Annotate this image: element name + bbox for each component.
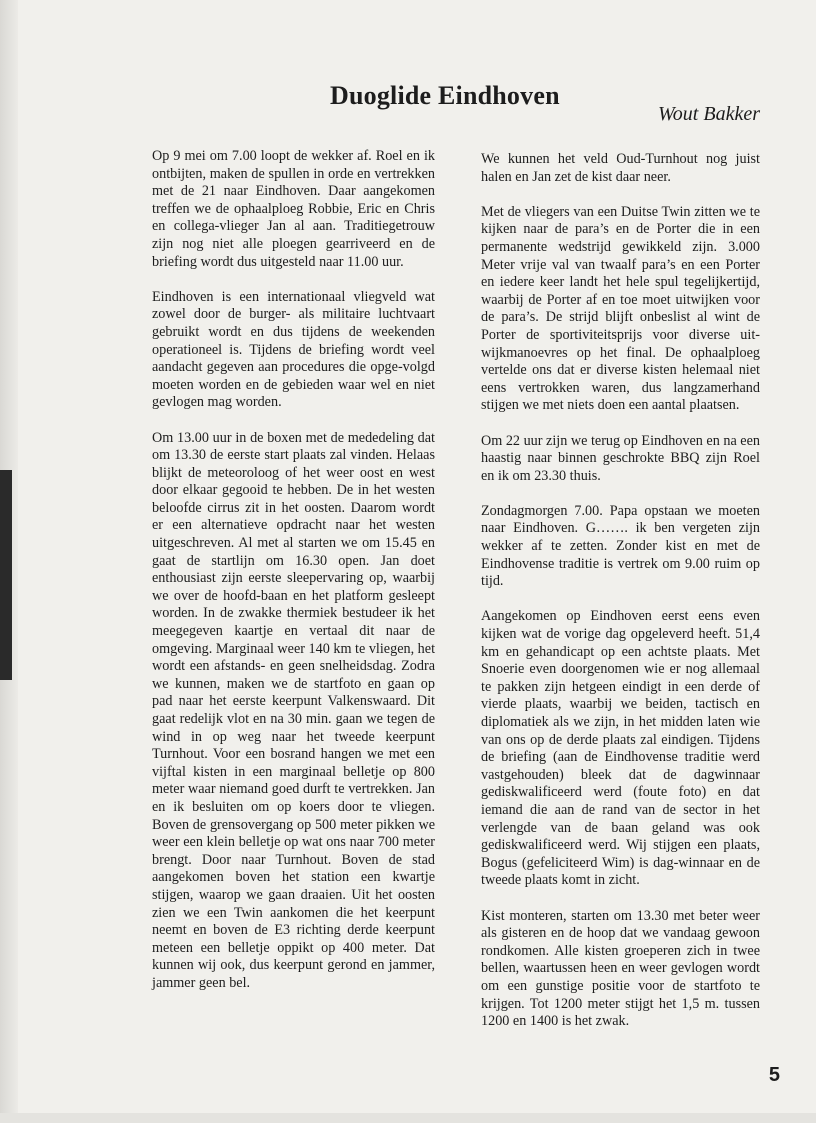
paragraph: We kunnen het veld Oud-Turnhout nog juist halen en Jan zet de kist daar neer. bbox=[481, 151, 760, 185]
paragraph: Zondagmorgen 7.00. Papa opstaan we moeten naar Eindhoven. G……. ik ben vergeten zijn wekker af te zetten. Zonder kist en met de Eindhovense traditie is vertrek om 9.00 ruim op tijd. bbox=[481, 502, 760, 590]
right-column bbox=[481, 151, 760, 1048]
paragraph: Met de vliegers van een Duitse Twin zitten we te kijken naar de para’s en de Porter die in een permanente wedstrijd gewikkeld zijn. 3.000 Meter vrije val van twaalf para’s en een Porter en iedere keer landt het hele spul tegelijkertijd, waarbij de Porter af en toe moet uitwijken voor de para’s. De strijd blijft onbeslist al wint de Porter de sportiviteitsprijs voor diverse uit-wijkmanoevres op het final. De ophaalploeg vertelde ons dat er diverse kisten helemaal niet eens vertrokken waren, dus langzamerhand stijgen we met niets doen een aantal plaatsen. bbox=[481, 203, 760, 414]
paragraph: Eindhoven is een internationaal vliegveld wat zowel door de burger- als militaire luchtvaart gebruikt wordt en dus tijdens de weekenden operationeel is. Tijdens de briefing wordt veel aandacht gegeven aan procedures die opge-volgd moeten worden en de gebieden waar wel en niet gevlogen mag worden. bbox=[152, 288, 435, 411]
paragraph: Om 13.00 uur in de boxen met de mededeling dat om 13.30 de eerste start plaats zal vinden. Helaas blijkt de meteoroloog of het weer oost en west door elkaar gegooid te hebben. De in het westen beloofde cirrus zit in het oosten. Daarom wordt er een alternatieve opdracht naar het westen uitgeschreven. Al met al starten we om 15.45 en gaat de startlijn om 16.30 open. Jan doet enthousiast zijn eerste sleepervaring op, waarbij we over de hoofd-baan en het platform gesleept worden. In de zwakke thermiek bestudeer ik het meegegeven kaartje en vertaal dit naar de omgeving. Marginaal weer 140 km te vliegen, het wordt een afstands- en geen snelheidsdag. Zodra we kunnen, maken we de startfoto en gaan op pad naar het eerste keerpunt Valkenswaard. Dit gaat redelijk vlot en na 30 min. gaan we tegen de wind in op weg naar het tweede keerpunt Turnhout. Voor een bosrand hangen we met een vijftal kisten in een marginaal belletje op 800 meter waar niemand goed durft te vertrekken. Jan en ik besluiten om op koers door te vliegen. Boven de grensovergang op 500 meter pikken we weer een klein belletje op wat ons naar 700 meter brengt. Door naar Turnhout. Boven de stad aangekomen boven het station een kwartje stijgen, waarop we gaan draaien. Uit het oosten zien we een Twin aankomen die het keerpunt neemt en boven de E3 richting derde keerpunt meteen een belletje oppikt op 400 meter. Dat kunnen wij ook, dus keerpunt gerond en jammer, jammer geen bel. bbox=[152, 429, 436, 991]
article-title: Duoglide Eindhoven bbox=[330, 81, 560, 111]
page-number: 5 bbox=[768, 1064, 780, 1086]
left-column bbox=[152, 148, 435, 1010]
paragraph: Op 9 mei om 7.00 loopt de wekker af. Roel en ik ontbijten, maken de spullen in orde en vertrekken met de 21 naar Eindhoven. Daar aangekomen treffen we de ophaalploeg Robbie, Eric en Chris en collega-vlieger Jan al aan. Traditiegetrouw zijn nog niet alle ploegen gearriveerd en de briefing wordt dus uitgesteld naar 11.00 uur. bbox=[152, 148, 435, 270]
page-bottom-edge bbox=[0, 1113, 816, 1123]
paragraph: Om 22 uur zijn we terug op Eindhoven en na een haastig naar binnen geschrokte BBQ zijn Roel en ik om 23.30 thuis. bbox=[481, 432, 760, 484]
paragraph: Aangekomen op Eindhoven eerst eens even kijken wat de vorige dag opgeleverd heeft. 51,4 km en gehandicapt op een achtste plaats. Met Snoerie even doorgenomen wie er nog allemaal te pakken zijn hetgeen eindigt in een derde of vierde plaats, waarbij we beiden, tactisch en diplomatiek als we zijn, in het midden laten wie van ons op de derde plaats zal eindigen. Tijdens de briefing (aan de Eindhovense traditie werd vastgehouden) bleek dat de dagwinnaar gediskwalificeerd werd (foute foto) en dat iemand die aan de rand van de sector in het verlengde van de baan geland was ook gediskwalificeerd werd. Wij stijgen een plaats, Bogus (gefeliciteerd Wim) is dag-winnaar en de tweede plaats komt in zicht. bbox=[481, 608, 760, 889]
binding-edge bbox=[0, 470, 12, 680]
paragraph: Kist monteren, starten om 13.30 met beter weer als gisteren en de hoop dat we vandaag gewoon rondkomen. Alle kisten groeperen zich in twee bellen, waartussen heen en weer gevlogen wordt om een gunstige positie voor de startfoto te krijgen. Tot 1200 meter stijgt het 1,5 m. tussen 1200 en 1400 is het zwak. bbox=[481, 907, 760, 1030]
article-author: Wout Bakker bbox=[657, 103, 760, 125]
